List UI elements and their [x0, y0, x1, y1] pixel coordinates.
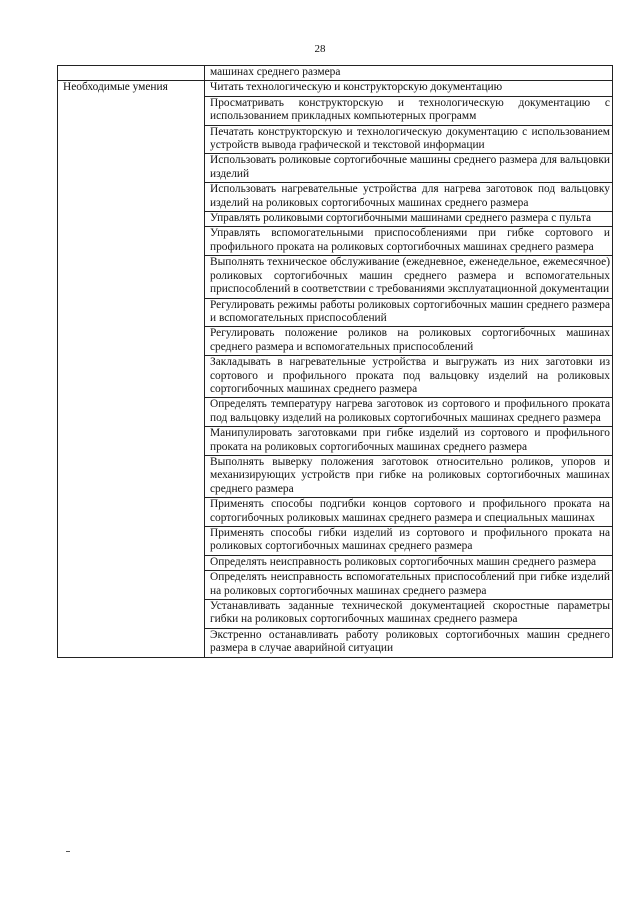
table-row [58, 81, 613, 96]
continuation-row [58, 66, 613, 81]
skill-item: Выполнять выверку положения заготовок относительно роликов, упоров и механизирующих устройств при гибке на роликовых сортогибочных машинах среднего размера [205, 455, 613, 497]
skill-item: Применять способы гибки изделий из сортового и профильного проката на роликовых сортогибочных машинах среднего размера [205, 527, 613, 556]
skill-item: Печатать конструкторскую и технологическую документацию с использованием устройств вывода графической и текстовой информации [205, 125, 613, 154]
skill-item: Определять температуру нагрева заготовок из сортового и профильного проката под вальцовку изделий на роликовых сортогибочных машинах среднего размера [205, 398, 613, 427]
skill-item: Экстренно останавливать работу роликовых сортогибочных машин среднего размера в случае аварийной ситуации [205, 628, 613, 657]
category-label: Необходимые умения [58, 81, 205, 657]
skills-table-body [58, 66, 613, 658]
skill-item: Использовать роликовые сортогибочные машины среднего размера для вальцовки изделий [205, 154, 613, 183]
skill-item: Выполнять техническое обслуживание (ежедневное, еженедельное, ежемесячное) роликовых сортогибочных машин среднего размера и вспомогательных приспособлений в соответствии с требованиями эксплуатационной документации [205, 256, 613, 298]
skill-item: Управлять вспомогательными приспособлениями при гибке сортового и профильного проката на роликовых сортогибочных машинах среднего размера [205, 227, 613, 256]
skill-item: Устанавливать заданные технической документацией скоростные параметры гибки на роликовых сортогибочных машинах среднего размера [205, 600, 613, 629]
skill-item: Использовать нагревательные устройства для нагрева заготовок под вальцовку изделий на роликовых сортогибочных машинах среднего размера [205, 183, 613, 212]
continuation-text: машинах среднего размера [205, 66, 613, 81]
empty-label-cell [58, 66, 205, 81]
skill-item: Регулировать положение роликов на роликовых сортогибочных машинах среднего размера и вспомогательных приспособлений [205, 327, 613, 356]
skill-item: Определять неисправность роликовых сортогибочных машин среднего размера [205, 555, 613, 570]
skill-item: Регулировать режимы работы роликовых сортогибочных машин среднего размера и вспомогательных приспособлений [205, 298, 613, 327]
skill-item: Манипулировать заготовками при гибке изделий из сортового и профильного проката на роликовых сортогибочных машинах среднего размера [205, 427, 613, 456]
page-number: 28 [314, 43, 326, 55]
skill-item: Управлять роликовыми сортогибочными машинами среднего размера с пульта [205, 212, 613, 227]
scan-mark [66, 851, 70, 852]
skill-item: Просматривать конструкторскую и технологическую документацию с использованием прикладных компьютерных программ [205, 96, 613, 125]
skill-item: Определять неисправность вспомогательных приспособлений при гибке изделий на роликовых сортогибочных машинах среднего размера [205, 571, 613, 600]
skill-item: Читать технологическую и конструкторскую документацию [205, 81, 613, 96]
skills-table [57, 65, 613, 658]
skill-item: Закладывать в нагревательные устройства и выгружать из них заготовки из сортового и профильного проката под вальцовку изделий на роликовых сортогибочных машинах среднего размера [205, 356, 613, 398]
skill-item: Применять способы подгибки концов сортового и профильного проката на сортогибочных роликовых машинах среднего размера и специальных машинах [205, 498, 613, 527]
